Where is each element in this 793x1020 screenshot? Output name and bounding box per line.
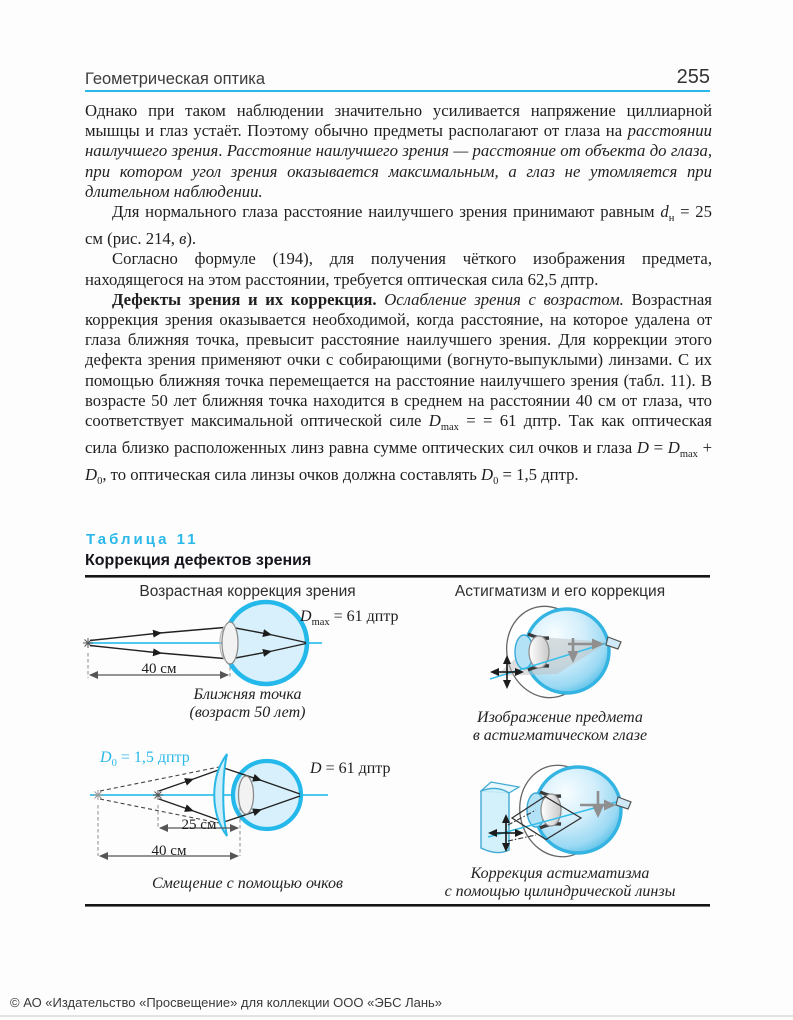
caption-cylinder-line2: с помощью цилиндрической линзы <box>444 883 676 900</box>
caption-astigmatism-line2: в астигматическом глазе <box>472 727 648 744</box>
virtual-near-point-star <box>93 790 103 800</box>
virtual-ray <box>100 766 224 791</box>
caption-cylinder-line1: Коррекция астигматизма <box>470 865 650 882</box>
light-ray <box>90 627 230 641</box>
glasses-power-label: $D_0 = 1,5$ дптр <box>100 749 190 769</box>
object-star <box>153 790 163 800</box>
table-title: Коррекция дефектов зрения <box>85 552 312 569</box>
table-label: Таблица 11 <box>86 531 199 548</box>
page-header <box>85 66 710 89</box>
dimension-label-40cm: 40 см <box>141 661 177 677</box>
cylindrical-lens <box>481 788 509 852</box>
glasses-correction-diagram <box>90 754 328 856</box>
body-paragraph: Однако при таком наблюдении значительно усиливается напряжение циллиарной мышцы и глаз устаёт. Поэтому обычно предметы располагают от глаза на расстоянии наилучшего зрения. Расстояние наилучшего зрения — расстояние от объекта до глаза, при котором угол зрения оказывается максимальным, а глаз не утомляется при длительном наблюдении. <box>85 101 712 201</box>
header-rule <box>85 90 710 92</box>
dmax-power-label: $D_{max} = 61$ дптр <box>300 608 399 628</box>
column-header-astigmatism: Астигматизм и его коррекция <box>454 583 666 600</box>
astigmatic-eye-diagram <box>490 598 621 707</box>
footer-copyright: © АО «Издательство «Просвещение» для коллекции ООО «ЭБС Лань» <box>10 995 443 1010</box>
chapter-title: Геометрическая оптика <box>85 70 266 88</box>
near-point-star <box>83 638 93 648</box>
body-text <box>85 101 712 493</box>
column-header-age-correction: Возрастная коррекция зрения <box>139 583 356 600</box>
table-top-rule <box>85 575 710 578</box>
eye-lens <box>222 622 238 664</box>
page-number: 255 <box>676 66 710 88</box>
table-bottom-rule <box>85 904 710 907</box>
caption-near-point-line1: Ближняя точка <box>193 686 302 703</box>
page-bottom-edge <box>0 1015 793 1017</box>
body-paragraph: Дефекты зрения и их коррекция. Ослабление зрения с возрастом. Возрастная коррекция зрения оказывается необходимой, когда расстояние, на которое удалена от глаза ближняя точка, превысит расстояние наилучшего зрения. Для коррекции этого дефекта зрения применяют очки с собирающими (вогнуто-выпуклыми) линзами. С их помощью ближняя точка перемещается на расстояние наилучшего зрения (табл. 11). В возрасте 50 лет ближняя точка находится в среднем на расстоянии 40 см от глаза, что соответствует максимальной оптической силе $D_{max}$ = = 61 дптр. Так как оптическая сила близко расположенных линз равна сумме оптических сил очков и глаза $D = D_{max} + D_0$, то оптическая сила линзы очков должна составлять $D_0 = 1,5$ дптр. <box>85 289 712 488</box>
light-ray <box>90 646 230 660</box>
eye-lens <box>239 776 254 814</box>
body-paragraph: Согласно формуле (194), для получения чёткого изображения предмета, находящегося на этом расстоянии, требуется оптическая сила 62,5 дптр. <box>85 249 712 289</box>
dimension-label-40cm-2: 40 см <box>151 843 187 859</box>
body-paragraph: Для нормального глаза расстояние наилучшего зрения принимают равным $d_н = 25$ см (рис. 214, в). <box>85 202 712 249</box>
caption-astigmatism-line1: Изображение предмета <box>477 709 643 726</box>
dimension-label-25cm: 25 см <box>181 817 217 833</box>
cylinder-correction-diagram <box>481 758 631 865</box>
caption-glasses-shift: Смещение с помощью очков <box>152 875 343 892</box>
eye-power-label: D = 61 дптр <box>310 760 391 777</box>
caption-near-point-line2: (возраст 50 лет) <box>189 704 306 721</box>
